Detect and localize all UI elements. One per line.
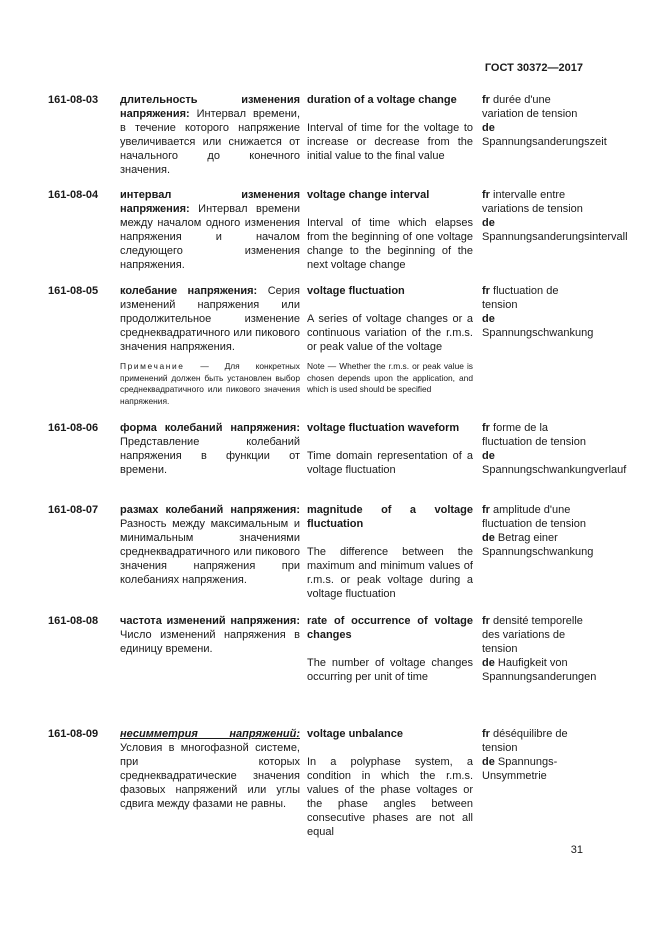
- russian-definition-text: Интервал времени между началом одного изменения напряжения и началом следующего изменения напряжения.: [120, 203, 300, 271]
- english-definition: [307, 284, 473, 396]
- russian-definition-text: Серия изменений напряжения или продолжительное изменение среднеквадратичного или пикового значения напряжения.: [120, 285, 300, 353]
- translations: [482, 93, 607, 149]
- translations: [482, 614, 597, 684]
- russian-definition: [120, 188, 300, 272]
- french-translation: fr densité temporelle des variations de tension: [482, 615, 583, 655]
- english-definition: [307, 614, 473, 684]
- russian-term: интервал изменения напряжения:: [120, 189, 300, 215]
- english-definition: [307, 421, 473, 477]
- english-definition: [307, 188, 473, 272]
- russian-definition-text: Интервал времени, в течение которого напряжение увеличивается или снижается от начального до конечного значения.: [120, 108, 300, 176]
- french-translation: fr déséquilibre de tension: [482, 728, 568, 754]
- document-header: ГОСТ 30372—2017: [484, 62, 583, 74]
- russian-definition: [120, 503, 300, 587]
- russian-definition-text: Число изменений напряжения в единицу времени.: [120, 629, 300, 655]
- french-translation: fr fluctuation de tension: [482, 285, 559, 311]
- german-translation: de Betrag einer Spannungschwankung: [482, 532, 594, 558]
- english-term: voltage fluctuation waveform: [307, 422, 460, 434]
- english-note: Note — Whether the r.m.s. or peak value is chosen depends upon the application, and which is used should be specified: [307, 361, 473, 394]
- german-translation: de Spannungschwankungverlauf: [482, 450, 627, 476]
- russian-definition-text: Разность между максимальным и минимальным значениями среднеквадратичного или пикового значения напряжения при колебаниях напряжения.: [120, 518, 300, 586]
- translations: [482, 421, 627, 477]
- russian-note: [120, 361, 300, 407]
- russian-definition: [120, 727, 300, 811]
- russian-definition: [120, 284, 300, 407]
- german-translation: de Haufigkeit von Spannungsanderungen: [482, 657, 597, 683]
- german-translation: de Spannungschwankung: [482, 313, 594, 339]
- note-text: — Для конкретных применений должен быть установлен выбор среднеквадратичного или пикового значения напряжения.: [120, 361, 300, 406]
- english-definition: [307, 727, 473, 839]
- french-translation: fr intervalle entre variations de tension: [482, 189, 583, 215]
- entry-number: 161-08-08: [48, 615, 99, 627]
- translations: [482, 727, 588, 783]
- english-definition-text: The number of voltage changes occurring per unit of time: [307, 657, 473, 683]
- english-definition-text: Interval of time which elapses from the beginning of one voltage change to the beginning of the next voltage change: [307, 217, 473, 271]
- russian-term: частота изменений напряжения:: [120, 615, 300, 627]
- entry-number: 161-08-04: [48, 189, 99, 201]
- russian-term: несимметрия напряжений:: [120, 728, 300, 740]
- translations: [482, 503, 594, 559]
- french-translation: fr durée d'une variation de tension: [482, 94, 578, 120]
- russian-definition-text: Условия в многофазной системе, при которых среднеквадратические значения фазовых напряжений или углы сдвига между фазами не равны.: [120, 742, 300, 810]
- english-definition: [307, 93, 473, 163]
- german-translation: de Spannungs-Unsymmetrie: [482, 756, 558, 782]
- german-translation: de Spannungsanderungsintervall: [482, 217, 628, 243]
- russian-term: форма колебаний напряжения:: [120, 422, 300, 434]
- english-term: rate of occurrence of voltage changes: [307, 615, 473, 641]
- russian-term: размах колебаний напряжения:: [120, 504, 300, 516]
- english-definition-text: The difference between the maximum and minimum values of r.m.s. or peak voltage during a voltage fluctuation: [307, 546, 473, 600]
- french-translation: fr amplitude d'une fluctuation de tension: [482, 504, 586, 530]
- russian-definition: [120, 421, 300, 477]
- entry-number: 161-08-05: [48, 285, 99, 297]
- entry-number: 161-08-09: [48, 728, 99, 740]
- note-label: Примечание: [120, 361, 185, 371]
- english-term: voltage fluctuation: [307, 285, 405, 297]
- english-definition: [307, 503, 473, 601]
- english-term: voltage change interval: [307, 189, 430, 201]
- english-term: voltage unbalance: [307, 728, 403, 740]
- russian-term: длительность изменения напряжения:: [120, 94, 300, 120]
- entry-number: 161-08-03: [48, 94, 99, 106]
- translations: [482, 188, 628, 244]
- english-term: magnitude of a voltage fluctuation: [307, 504, 473, 530]
- page-number: 31: [570, 844, 583, 856]
- english-definition-text: In a polyphase system, a condition in which the r.m.s. values of the phase voltages or the phase angles between consecutive phases are not all equal: [307, 756, 473, 838]
- russian-definition: [120, 614, 300, 656]
- translations: [482, 284, 594, 340]
- german-translation: de Spannungsanderungszeit: [482, 122, 607, 148]
- russian-term: колебание напряжения:: [120, 285, 258, 297]
- french-translation: fr forme de la fluctuation de tension: [482, 422, 586, 448]
- english-definition-text: Time domain representation of a voltage fluctuation: [307, 450, 473, 476]
- entry-number: 161-08-06: [48, 422, 99, 434]
- entry-number: 161-08-07: [48, 504, 99, 516]
- russian-definition-text: Представление колебаний напряжения в функции от времени.: [120, 436, 300, 476]
- english-definition-text: Interval of time for the voltage to increase or decrease from the initial value to the final value: [307, 122, 473, 162]
- russian-definition: [120, 93, 300, 177]
- english-definition-text: A series of voltage changes or a continuous variation of the r.m.s. or peak value of the voltage: [307, 313, 473, 353]
- english-term: duration of a voltage change: [307, 94, 457, 106]
